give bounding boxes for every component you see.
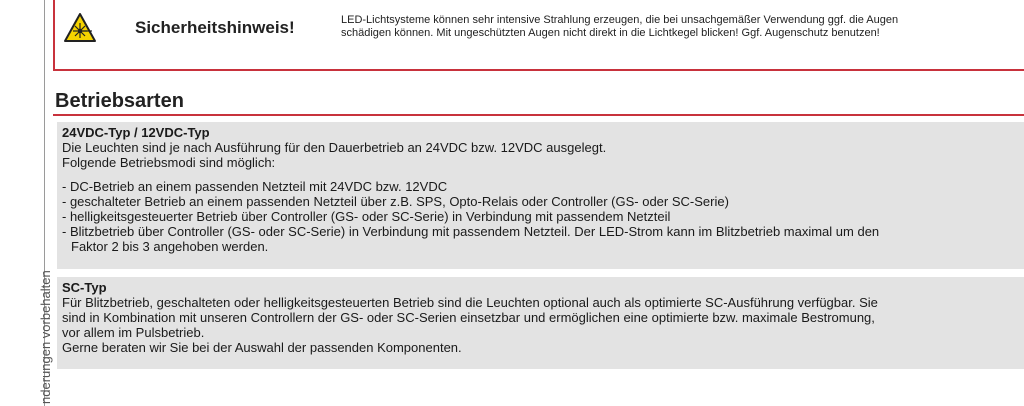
sidebar-note: nderungen vorbehalten	[38, 270, 53, 404]
list-item: - geschalteter Betrieb an einem passenden Netzteil über z.B. SPS, Opto-Relais oder Controller (GS- oder SC-Serie)	[62, 194, 729, 209]
list-item: - Blitzbetrieb über Controller (GS- oder SC-Serie) in Verbindung mit passendem Netzteil. Der LED-Strom kann im Blitzbetrieb maximal um den	[62, 224, 880, 239]
mode-box-sc	[57, 277, 1024, 369]
section-divider	[53, 114, 1024, 116]
list-item-continuation: Faktor 2 bis 3 angehoben werden.	[71, 239, 269, 254]
safety-text-line: LED-Lichtsysteme können sehr intensive Strahlung erzeugen, die bei unsachgemäßer Verwendung ggf. die Augen	[341, 14, 899, 26]
list-item: - helligkeitsgesteuerter Betrieb über Controller (GS- oder SC-Serie) in Verbindung mit passendem Netzteil	[62, 209, 671, 224]
section-title: Betriebsarten	[55, 90, 184, 112]
safety-text	[341, 14, 1024, 40]
laser-warning-icon	[63, 12, 97, 44]
safety-notice-box	[53, 0, 1024, 71]
mode-text-line: Für Blitzbetrieb, geschalteten oder helligkeitsgesteuerten Betrieb sind die Leuchten optional auch als optimierte SC-Ausführung verfügbar. Sie	[62, 295, 878, 310]
safety-title: Sicherheitshinweis!	[135, 18, 295, 37]
mode-title: SC-Typ	[62, 280, 107, 295]
mode-text-line: Folgende Betriebsmodi sind möglich:	[62, 155, 276, 170]
mode-title: 24VDC-Typ / 12VDC-Typ	[62, 125, 210, 140]
mode-box-dc	[57, 122, 1024, 269]
safety-text-line: schädigen können. Mit ungeschützten Augen nicht direkt in die Lichtkegel blicken! Ggf. Augenschutz benutzen!	[341, 27, 880, 39]
mode-text-line: Gerne beraten wir Sie bei der Auswahl der passenden Komponenten.	[62, 340, 462, 355]
mode-text-line: vor allem im Pulsbetrieb.	[62, 325, 205, 340]
list-item: - DC-Betrieb an einem passenden Netzteil mit 24VDC bzw. 12VDC	[62, 179, 448, 194]
mode-text-line: sind in Kombination mit unseren Controllern der GS- oder SC-Serien einsetzbar und ermöglichen eine optimierte bzw. maximale Bestromung,	[62, 310, 875, 325]
mode-text-line: Die Leuchten sind je nach Ausführung für den Dauerbetrieb an 24VDC bzw. 12VDC ausgelegt.	[62, 140, 607, 155]
